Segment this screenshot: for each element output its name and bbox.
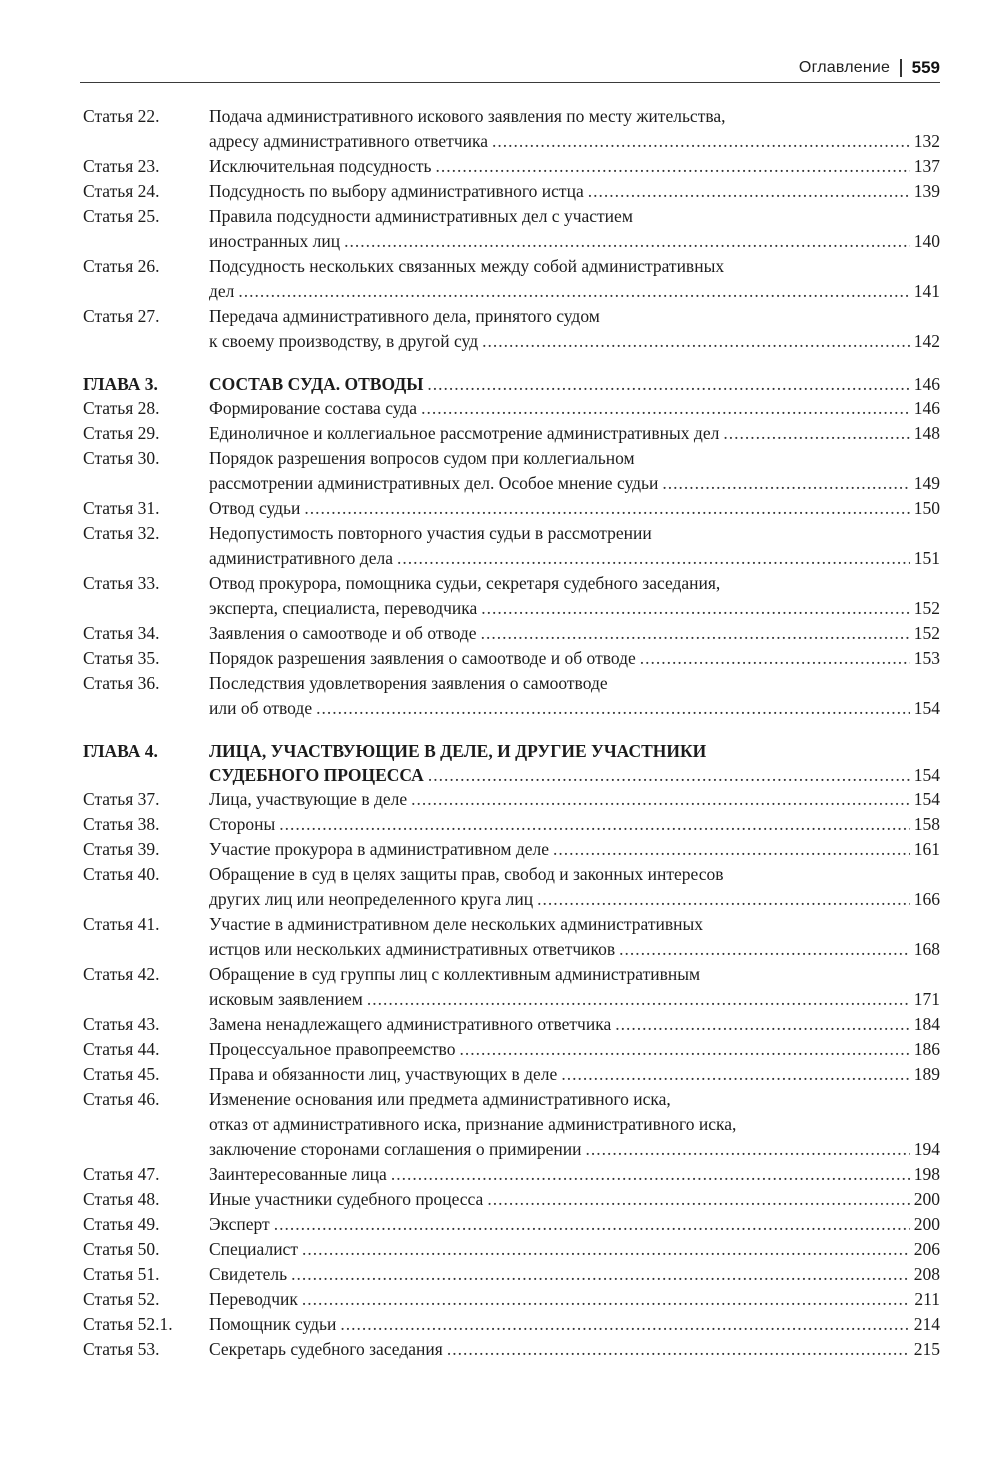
title-line: Последствия удовлетворения заявления о самоотводе xyxy=(209,673,608,693)
page-ref: 154 xyxy=(913,765,940,785)
title-line: Правила подсудности административных дел с участием xyxy=(209,206,633,226)
title-line: СОСТАВ СУДА. ОТВОДЫ xyxy=(209,374,424,394)
toc-entry xyxy=(83,962,940,1012)
toc-entry xyxy=(83,671,940,721)
title-line: ЛИЦА, УЧАСТВУЮЩИЕ В ДЕЛЕ, И ДРУГИЕ УЧАСТНИКИ xyxy=(209,741,707,761)
dot-leader xyxy=(302,1237,910,1262)
dot-leader xyxy=(537,887,910,912)
dot-leader xyxy=(391,1162,910,1187)
dot-leader xyxy=(662,471,909,496)
dot-leader xyxy=(553,837,910,862)
title-line: Единоличное и коллегиальное рассмотрение административных дел xyxy=(209,423,720,443)
toc-entry xyxy=(83,1337,940,1362)
title-line: Подсудность нескольких связанных между собой административных xyxy=(209,256,725,276)
page-ref: 198 xyxy=(913,1164,940,1184)
page-ref: 158 xyxy=(913,814,940,834)
entry-title xyxy=(209,1087,940,1162)
toc-chapter xyxy=(83,739,940,787)
title-line: Свидетель xyxy=(209,1264,288,1284)
page-ref: 194 xyxy=(913,1139,940,1159)
dot-leader xyxy=(421,396,910,421)
dot-leader xyxy=(316,696,910,721)
page-ref: 141 xyxy=(913,281,940,301)
title-last-line xyxy=(209,837,940,862)
title-line: административного дела xyxy=(209,548,393,568)
entry-number: Статья 33. xyxy=(83,573,160,593)
page-ref: 152 xyxy=(913,598,940,618)
entry-title xyxy=(209,837,940,862)
title-last-line xyxy=(209,329,940,354)
entry-title xyxy=(209,1312,940,1337)
toc-entry xyxy=(83,1087,940,1162)
toc-entry xyxy=(83,179,940,204)
entry-title xyxy=(209,1062,940,1087)
dot-leader xyxy=(304,496,909,521)
entry-title xyxy=(209,204,940,254)
page-ref: 166 xyxy=(913,889,940,909)
toc-entry xyxy=(83,104,940,154)
title-line: Эксперт xyxy=(209,1214,270,1234)
entry-title xyxy=(209,1337,940,1362)
title-last-line xyxy=(209,1062,940,1087)
toc-entry xyxy=(83,204,940,254)
title-line: Подача административного искового заявления по месту жительства, xyxy=(209,106,726,126)
page-ref: 211 xyxy=(914,1289,940,1309)
title-line: СУДЕБНОГО ПРОЦЕССА xyxy=(209,765,424,785)
title-line: Обращение в суд группы лиц с коллективным административным xyxy=(209,964,701,984)
entry-number: Статья 26. xyxy=(83,256,160,276)
page-ref: 149 xyxy=(913,473,940,493)
dot-leader xyxy=(482,329,910,354)
page-ref: 154 xyxy=(913,698,940,718)
title-line: Специалист xyxy=(209,1239,298,1259)
entry-number: Статья 39. xyxy=(83,839,160,859)
toc-entry xyxy=(83,621,940,646)
toc-entry xyxy=(83,1062,940,1087)
title-last-line xyxy=(209,421,940,446)
entry-title xyxy=(209,372,940,396)
title-last-line xyxy=(209,129,940,154)
entry-number: ГЛАВА 4. xyxy=(83,741,158,761)
entry-title xyxy=(209,1187,940,1212)
entry-title xyxy=(209,396,940,421)
dot-leader xyxy=(274,1212,910,1237)
toc-entry xyxy=(83,1162,940,1187)
entry-title xyxy=(209,446,940,496)
page-ref: 214 xyxy=(913,1314,940,1334)
title-last-line xyxy=(209,1187,940,1212)
title-line: или об отводе xyxy=(209,698,313,718)
title-line: Изменение основания или предмета административного иска, xyxy=(209,1089,671,1109)
title-line: Участие в административном деле нескольких административных xyxy=(209,914,703,934)
page-ref: 215 xyxy=(913,1339,940,1359)
entry-number: Статья 51. xyxy=(83,1264,160,1284)
table-of-contents xyxy=(83,104,940,1362)
toc-entry xyxy=(83,1262,940,1287)
entry-number: Статья 36. xyxy=(83,673,160,693)
page-ref: 186 xyxy=(913,1039,940,1059)
title-line: отказ от административного иска, признание административного иска, xyxy=(209,1114,737,1134)
entry-number: Статья 31. xyxy=(83,498,160,518)
dot-leader xyxy=(435,154,909,179)
dot-leader xyxy=(586,1137,910,1162)
dot-leader xyxy=(397,546,910,571)
running-header xyxy=(80,54,940,83)
title-line: Передача административного дела, принятого судом xyxy=(209,306,600,326)
title-line: Замена ненадлежащего административного ответчика xyxy=(209,1014,612,1034)
entry-title xyxy=(209,304,940,354)
title-last-line xyxy=(209,1137,940,1162)
dot-leader xyxy=(723,421,909,446)
title-last-line xyxy=(209,1237,940,1262)
title-last-line xyxy=(209,546,940,571)
entry-title xyxy=(209,646,940,671)
entry-number: Статья 38. xyxy=(83,814,160,834)
toc-entry xyxy=(83,812,940,837)
entry-title xyxy=(209,1262,940,1287)
dot-leader xyxy=(340,1312,909,1337)
toc-entry xyxy=(83,1312,940,1337)
page-ref: 150 xyxy=(913,498,940,518)
toc-entry xyxy=(83,1287,940,1312)
page-ref: 151 xyxy=(913,548,940,568)
entry-title xyxy=(209,104,940,154)
title-line: иностранных лиц xyxy=(209,231,341,251)
entry-number: Статья 46. xyxy=(83,1089,160,1109)
page-ref: 171 xyxy=(913,989,940,1009)
entry-number: Статья 28. xyxy=(83,398,160,418)
page-ref: 168 xyxy=(913,939,940,959)
toc-entry xyxy=(83,646,940,671)
toc-entry xyxy=(83,446,940,496)
dot-leader xyxy=(447,1337,910,1362)
title-line: Заинтересованные лица xyxy=(209,1164,387,1184)
title-line: истцов или нескольких административных ответчиков xyxy=(209,939,616,959)
title-line: эксперта, специалиста, переводчика xyxy=(209,598,478,618)
title-last-line xyxy=(209,372,940,396)
entry-title xyxy=(209,1237,940,1262)
entry-number: Статья 23. xyxy=(83,156,160,176)
title-last-line xyxy=(209,396,940,421)
toc-entry xyxy=(83,421,940,446)
entry-title xyxy=(209,739,940,787)
title-line: Помощник судьи xyxy=(209,1314,337,1334)
entry-title xyxy=(209,154,940,179)
title-last-line xyxy=(209,696,940,721)
toc-entry xyxy=(83,571,940,621)
dot-leader xyxy=(302,1287,911,1312)
entry-title xyxy=(209,571,940,621)
page-ref: 146 xyxy=(913,398,940,418)
title-last-line xyxy=(209,596,940,621)
dot-leader xyxy=(344,229,910,254)
dot-leader xyxy=(481,621,910,646)
title-line: других лиц или неопределенного круга лиц xyxy=(209,889,534,909)
entry-number: ГЛАВА 3. xyxy=(83,374,158,394)
dot-leader xyxy=(615,1012,910,1037)
title-last-line xyxy=(209,1212,940,1237)
entry-title xyxy=(209,812,940,837)
dot-leader xyxy=(411,787,910,812)
title-last-line xyxy=(209,1162,940,1187)
entry-number: Статья 41. xyxy=(83,914,160,934)
title-line: заключение сторонами соглашения о примирении xyxy=(209,1139,582,1159)
section-title: Оглавление xyxy=(798,59,891,76)
title-line: исковым заявлением xyxy=(209,989,363,1009)
title-last-line xyxy=(209,1012,940,1037)
entry-number: Статья 44. xyxy=(83,1039,160,1059)
title-last-line xyxy=(209,279,940,304)
entry-number: Статья 32. xyxy=(83,523,160,543)
entry-number: Статья 34. xyxy=(83,623,160,643)
toc-entry xyxy=(83,521,940,571)
dot-leader xyxy=(588,179,910,204)
entry-number: Статья 42. xyxy=(83,964,160,984)
title-last-line xyxy=(209,887,940,912)
title-last-line xyxy=(209,937,940,962)
entry-number: Статья 52. xyxy=(83,1289,160,1309)
title-line: адресу административного ответчика xyxy=(209,131,488,151)
entry-number: Статья 53. xyxy=(83,1339,160,1359)
page-ref: 189 xyxy=(913,1064,940,1084)
toc-entry xyxy=(83,837,940,862)
title-last-line xyxy=(209,646,940,671)
title-last-line xyxy=(209,1262,940,1287)
title-line: Стороны xyxy=(209,814,276,834)
title-line: Участие прокурора в административном деле xyxy=(209,839,549,859)
page-ref: 139 xyxy=(913,181,940,201)
entry-number: Статья 22. xyxy=(83,106,160,126)
title-line: Отвод прокурора, помощника судьи, секретаря судебного заседания, xyxy=(209,573,721,593)
title-line: Процессуальное правопреемство xyxy=(209,1039,456,1059)
page-ref: 140 xyxy=(913,231,940,251)
title-line: Обращение в суд в целях защиты прав, свобод и законных интересов xyxy=(209,864,724,884)
entry-title xyxy=(209,254,940,304)
entry-title xyxy=(209,1212,940,1237)
title-line: Подсудность по выбору административного истца xyxy=(209,181,584,201)
title-last-line xyxy=(209,1312,940,1337)
page-ref: 206 xyxy=(913,1239,940,1259)
title-last-line xyxy=(209,471,940,496)
dot-leader xyxy=(427,372,909,396)
entry-title xyxy=(209,496,940,521)
dot-leader xyxy=(291,1262,910,1287)
toc-entry xyxy=(83,912,940,962)
dot-leader xyxy=(492,129,910,154)
title-line: Права и обязанности лиц, участвующих в деле xyxy=(209,1064,558,1084)
entry-number: Статья 24. xyxy=(83,181,160,201)
dot-leader xyxy=(487,1187,909,1212)
toc-entry xyxy=(83,1212,940,1237)
toc-entry xyxy=(83,862,940,912)
entry-title xyxy=(209,1162,940,1187)
entry-number: Статья 48. xyxy=(83,1189,160,1209)
entry-number: Статья 37. xyxy=(83,789,160,809)
entry-title xyxy=(209,1012,940,1037)
entry-number: Статья 43. xyxy=(83,1014,160,1034)
title-last-line xyxy=(209,987,940,1012)
title-last-line xyxy=(209,787,940,812)
toc-entry xyxy=(83,787,940,812)
entry-number: Статья 25. xyxy=(83,206,160,226)
entry-number: Статья 45. xyxy=(83,1064,160,1084)
title-last-line xyxy=(209,1287,940,1312)
page-ref: 142 xyxy=(913,331,940,351)
title-line: Недопустимость повторного участия судьи в рассмотрении xyxy=(209,523,652,543)
title-line: Порядок разрешения заявления о самоотводе и об отводе xyxy=(209,648,636,668)
title-line: дел xyxy=(209,281,235,301)
entry-title xyxy=(209,862,940,912)
page-ref: 200 xyxy=(913,1214,940,1234)
page-number: 559 xyxy=(911,58,940,77)
dot-leader xyxy=(459,1037,909,1062)
title-last-line xyxy=(209,154,940,179)
title-last-line xyxy=(209,1337,940,1362)
title-last-line xyxy=(209,496,940,521)
entry-title xyxy=(209,912,940,962)
title-last-line xyxy=(209,179,940,204)
page-ref: 208 xyxy=(913,1264,940,1284)
entry-number: Статья 29. xyxy=(83,423,160,443)
dot-leader xyxy=(561,1062,909,1087)
entry-number: Статья 47. xyxy=(83,1164,160,1184)
dot-leader xyxy=(279,812,910,837)
dot-leader xyxy=(367,987,910,1012)
title-line: Иные участники судебного процесса xyxy=(209,1189,484,1209)
toc-entry xyxy=(83,254,940,304)
page-ref: 148 xyxy=(913,423,940,443)
toc-chapter xyxy=(83,372,940,396)
title-line: Заявления о самоотводе и об отводе xyxy=(209,623,477,643)
entry-number: Статья 27. xyxy=(83,306,160,326)
entry-title xyxy=(209,962,940,1012)
title-line: Порядок разрешения вопросов судом при коллегиальном xyxy=(209,448,635,468)
header-divider xyxy=(900,59,902,77)
title-line: Исключительная подсудность xyxy=(209,156,432,176)
title-line: Отвод судьи xyxy=(209,498,301,518)
title-last-line xyxy=(209,763,940,787)
page-ref: 153 xyxy=(913,648,940,668)
title-line: к своему производству, в другой суд xyxy=(209,331,479,351)
page-ref: 200 xyxy=(913,1189,940,1209)
entry-title xyxy=(209,179,940,204)
toc-entry xyxy=(83,1037,940,1062)
entry-number: Статья 40. xyxy=(83,864,160,884)
title-last-line xyxy=(209,229,940,254)
toc-entry xyxy=(83,396,940,421)
dot-leader xyxy=(428,763,910,787)
page-ref: 184 xyxy=(913,1014,940,1034)
page-ref: 132 xyxy=(913,131,940,151)
page-ref: 146 xyxy=(913,374,940,394)
title-last-line xyxy=(209,621,940,646)
page-ref: 152 xyxy=(913,623,940,643)
toc-entry xyxy=(83,154,940,179)
toc-entry xyxy=(83,1237,940,1262)
toc-entry xyxy=(83,1012,940,1037)
toc-entry xyxy=(83,496,940,521)
entry-title xyxy=(209,671,940,721)
title-line: Переводчик xyxy=(209,1289,298,1309)
entry-title xyxy=(209,1037,940,1062)
dot-leader xyxy=(238,279,909,304)
page-ref: 154 xyxy=(913,789,940,809)
entry-number: Статья 35. xyxy=(83,648,160,668)
entry-title xyxy=(209,787,940,812)
entry-title xyxy=(209,521,940,571)
entry-title xyxy=(209,421,940,446)
title-last-line xyxy=(209,1037,940,1062)
dot-leader xyxy=(481,596,909,621)
entry-number: Статья 52.1. xyxy=(83,1314,173,1334)
entry-number: Статья 50. xyxy=(83,1239,160,1259)
title-line: Лица, участвующие в деле xyxy=(209,789,408,809)
entry-number: Статья 30. xyxy=(83,448,160,468)
dot-leader xyxy=(619,937,910,962)
toc-entry xyxy=(83,304,940,354)
title-line: Формирование состава суда xyxy=(209,398,418,418)
entry-number: Статья 49. xyxy=(83,1214,160,1234)
entry-title xyxy=(209,621,940,646)
page-ref: 161 xyxy=(913,839,940,859)
title-line: Секретарь судебного заседания xyxy=(209,1339,443,1359)
title-last-line xyxy=(209,812,940,837)
entry-title xyxy=(209,1287,940,1312)
dot-leader xyxy=(640,646,910,671)
page-ref: 137 xyxy=(913,156,940,176)
title-line: рассмотрении административных дел. Особое мнение судьи xyxy=(209,473,659,493)
toc-entry xyxy=(83,1187,940,1212)
